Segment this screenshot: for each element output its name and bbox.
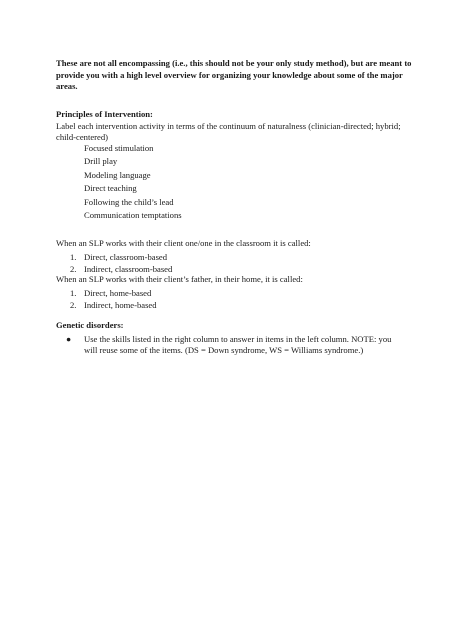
genetic-instruction: Use the skills listed in the right column to answer in items in the left column. NOTE: you will reuse some of the items. (DS = Down syndrome, WS = Williams syndrome.) xyxy=(84,334,392,355)
activity-list xyxy=(84,143,182,223)
item-number: 1. xyxy=(70,288,77,298)
item-number: 1. xyxy=(70,252,77,262)
intro-paragraph: These are not all encompassing (i.e., this should not be your only study method), but are meant to provide you with a high level overview for organizing your knowledge about some of the major areas. xyxy=(56,58,412,91)
list-item: Following the child’s lead xyxy=(84,196,174,207)
item-label: Direct, home-based xyxy=(84,288,152,298)
bullet-icon: ● xyxy=(66,334,72,344)
home-options-list xyxy=(70,288,157,311)
list-item xyxy=(70,300,157,312)
question-classroom: When an SLP works with their client one/one in the classroom it is called: xyxy=(56,238,311,248)
item-label: Indirect, home-based xyxy=(84,299,157,310)
list-item xyxy=(70,288,157,300)
principles-heading: Principles of Intervention: xyxy=(56,109,153,119)
list-item: Communication temptations xyxy=(84,209,182,220)
question-home: When an SLP works with their client’s father, in their home, it is called: xyxy=(56,274,303,284)
list-item: Drill play xyxy=(84,156,118,167)
list-item xyxy=(70,252,172,264)
item-number: 2. xyxy=(70,299,77,310)
list-item: Focused stimulation xyxy=(84,143,154,153)
genetic-heading: Genetic disorders: xyxy=(56,320,124,330)
classroom-options-list xyxy=(70,252,172,275)
item-label: Direct, classroom-based xyxy=(84,252,168,262)
list-item: Modeling language xyxy=(84,169,151,180)
list-item: Direct teaching xyxy=(84,183,137,194)
principles-instruction: Label each intervention activity in terms of the continuum of naturalness (clinician-directed; hybrid; child-centered) xyxy=(56,121,401,142)
item-number: 2. xyxy=(70,263,77,274)
item-label: Indirect, classroom-based xyxy=(84,263,173,274)
